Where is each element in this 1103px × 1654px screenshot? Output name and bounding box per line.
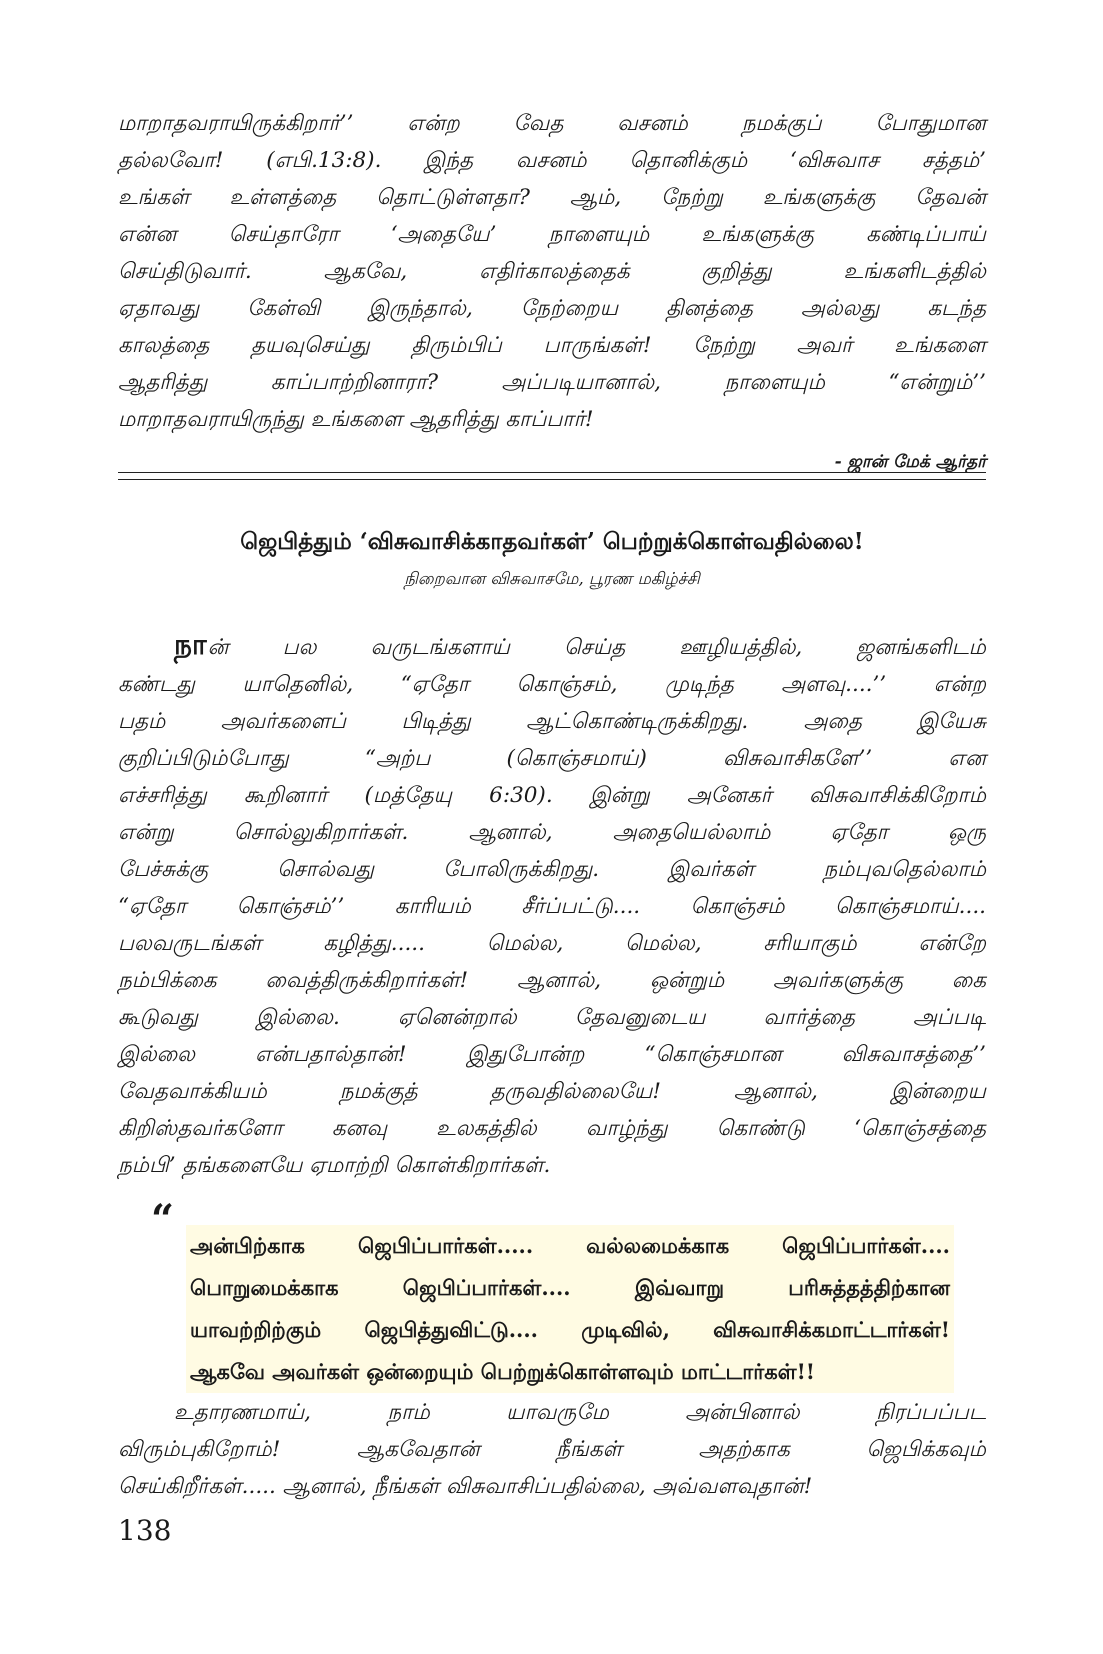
quote-mark-icon: “ [151,1196,175,1243]
article-title: ஜெபித்தும் ‘விசுவாசிக்காதவர்கள்’ பெற்றுக்கொள்வதில்லை! [240,528,864,555]
text-line: குறிப்பிடும்போது “அற்ப (கொஞ்சமாய்) விசுவாசிகளே’’ என [118,746,986,771]
article-subtitle: நிறைவான விசுவாசமே, பூரண மகிழ்ச்சி [404,569,700,588]
text-line: விரும்புகிறோம்! ஆகவேதான் நீங்கள் அதற்காக ஜெபிக்கவும் [118,1437,986,1462]
text-line: பதம் அவர்களைப் பிடித்து ஆட்கொண்டிருக்கிறது. அதை இயேசு [118,709,986,734]
text-line: செய்கிறீர்கள்..... ஆனால், நீங்கள் விசுவாசிப்பதில்லை, அவ்வளவுதான்! [118,1474,813,1499]
text-line [118,626,986,666]
text-line: கண்டது யாதெனில், “ஏதோ கொஞ்சம், முடிந்த அளவு....’’ என்ற [118,672,986,697]
text-line: ஆதரித்து காப்பாற்றினாரா? அப்படியானால், நாளையும் “என்றும்’’ [118,370,986,395]
quote-line: அன்பிற்காக ஜெபிப்பார்கள்..... வல்லமைக்காக ஜெபிப்பார்கள்.... [190,1233,950,1258]
text-line: பேச்சுக்கு சொல்வது போலிருக்கிறது. இவர்கள் நம்புவதெல்லாம் [118,857,986,882]
drop-cap: நா [174,628,208,661]
top-paragraph [118,105,986,438]
article-body [118,626,986,1184]
text-line: மாறாதவராயிருந்து உங்களை ஆதரித்து காப்பார்! [118,407,594,432]
text-line: வேதவாக்கியம் நமக்குத் தருவதில்லையே! ஆனால், இன்றைய [118,1079,986,1104]
page-number: 138 [118,1514,172,1547]
pull-quote [186,1225,954,1393]
text-line: நம்பி’ தங்களையே ஏமாற்றி கொள்கிறார்கள். [118,1153,551,1178]
text-line: காலத்தை தயவுசெய்து திரும்பிப் பாருங்கள்! நேற்று அவர் உங்களை [118,333,986,358]
text-line: செய்திடுவார். ஆகவே, எதிர்காலத்தைக் குறித்து உங்களிடத்தில் [118,259,986,284]
text-line: என்ன செய்தாரோ ‘அதையே’ நாளையும் உங்களுக்கு கண்டிப்பாய் [118,222,986,247]
text-line: உங்கள் உள்ளத்தை தொட்டுள்ளதா? ஆம், நேற்று உங்களுக்கு தேவன் [118,185,986,210]
text-line: மாறாதவராயிருக்கிறார்’’ என்ற வேத வசனம் நமக்குப் போதுமான [118,111,986,136]
text-line: “ஏதோ கொஞ்சம்’’ காரியம் சீர்ப்பட்டு.... கொஞ்சம் கொஞ்சமாய்.... [118,894,986,919]
text-line: தல்லவோ! (எபி.13:8). இந்த வசனம் தொனிக்கும் ‘விசுவாச சத்தம்’ [118,148,986,173]
text-line: இல்லை என்பதால்தான்! இதுபோன்ற “கொஞ்சமான விசுவாசத்தை’’ [118,1042,986,1067]
quote-line: பொறுமைக்காக ஜெபிப்பார்கள்.... இவ்வாறு பரிசுத்தத்திற்கான [190,1275,950,1300]
text-line: ஏதாவது கேள்வி இருந்தால், நேற்றைய தினத்தை அல்லது கடந்த [118,296,986,321]
text-line: பலவருடங்கள் கழித்து..... மெல்ல, மெல்ல, சரியாகும் என்றே [118,931,986,956]
text-line: உதாரணமாய், நாம் யாவருமே அன்பினால் நிரப்பப்பட [174,1400,986,1425]
divider-bottom [118,479,986,480]
text-line: எச்சரித்து கூறினார் (மத்தேயு 6:30). இன்று அனேகர் விசுவாசிக்கிறோம் [118,783,986,808]
text-line: நம்பிக்கை வைத்திருக்கிறார்கள்! ஆனால், ஒன்றும் அவர்களுக்கு கை [118,968,986,993]
divider-top [118,472,986,473]
closing-paragraph [118,1394,986,1505]
text-line: என்று சொல்லுகிறார்கள். ஆனால், அதையெல்லாம் ஏதோ ஒரு [118,820,986,845]
text-line: கிறிஸ்தவர்களோ கனவு உலகத்தில் வாழ்ந்து கொண்டு ‘கொஞ்சத்தை [118,1116,986,1141]
quote-line: யாவற்றிற்கும் ஜெபித்துவிட்டு.... முடிவில், விசுவாசிக்கமாட்டார்கள்! [190,1317,950,1342]
quote-line: ஆகவே அவர்கள் ஒன்றையும் பெற்றுக்கொள்ளவும் மாட்டார்கள்!! [190,1359,816,1384]
attribution: - ஜான் மேக் ஆர்தர் [834,452,986,472]
first-line-text: ன் பல வருடங்களாய் செய்த ஊழியத்தில், ஜனங்களிடம் [207,635,986,660]
text-line: கூடுவது இல்லை. ஏனென்றால் தேவனுடைய வார்த்தை அப்படி [118,1005,986,1030]
